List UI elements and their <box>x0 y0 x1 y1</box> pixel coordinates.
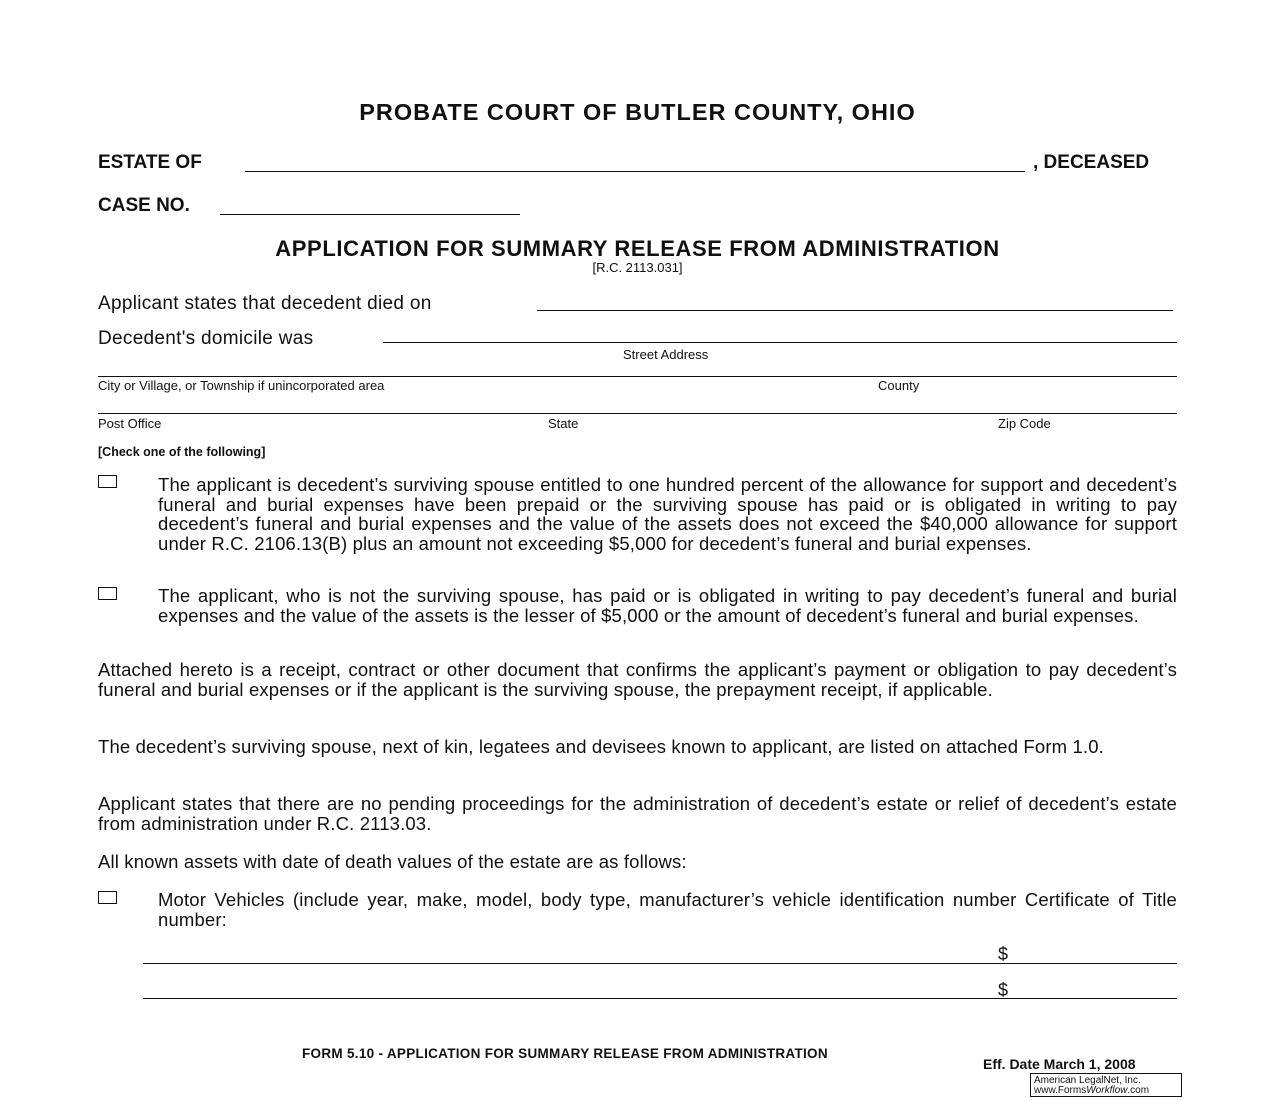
application-title: APPLICATION FOR SUMMARY RELEASE FROM ADMINISTRATION <box>275 236 1000 261</box>
street-address-field[interactable] <box>383 342 1177 343</box>
surviving-spouse-checkbox[interactable] <box>98 475 117 488</box>
state-caption: State <box>548 416 579 431</box>
street-address-caption: Street Address <box>623 347 709 362</box>
no-pending-proceedings-paragraph: Applicant states that there are no pending proceedings for the administration of decedent’s estate or relief of decedent’s estate from administration under R.C. 2113.03. <box>98 793 1177 834</box>
motor-vehicles-text: Motor Vehicles (include year, make, model, body type, manufacturer’s vehicle identification number Certificate of Title number: <box>158 889 1177 930</box>
post-office-state-zip-field[interactable] <box>98 413 1177 414</box>
date-of-death-field[interactable] <box>537 310 1173 311</box>
not-spouse-option-text: The applicant, who is not the surviving spouse, has paid or is obligated in writing to pay decedent’s funeral and burial expenses and the value of the assets is the lesser of $5,000 or the amount of decedent’s funeral and burial expenses. <box>158 585 1177 626</box>
vehicle-amount-1-dollar-sign: $ <box>998 944 1009 964</box>
city-caption: City or Village, or Township if unincorporated area <box>98 378 385 393</box>
vehicle-amount-2-dollar-sign: $ <box>998 980 1009 1000</box>
known-assets-paragraph: All known assets with date of death values of the estate are as follows: <box>98 851 687 872</box>
zip-code-caption: Zip Code <box>998 416 1051 431</box>
estate-of-label: ESTATE OF <box>98 152 202 173</box>
case-no-field[interactable] <box>220 214 520 215</box>
estate-name-field[interactable] <box>245 171 1025 172</box>
publisher-name: American LegalNet, Inc. <box>1034 1075 1141 1086</box>
motor-vehicles-checkbox[interactable] <box>98 891 117 904</box>
vehicle-entry-line-2[interactable] <box>143 998 1177 999</box>
died-on-label: Applicant states that decedent died on <box>98 293 432 314</box>
next-of-kin-paragraph: The decedent’s surviving spouse, next of kin, legatees and devisees known to applicant, are listed on attached Form 1.0. <box>98 736 1104 757</box>
check-instruction: [Check one of the following] <box>98 445 266 459</box>
statute-reference: [R.C. 2113.031] <box>592 260 683 275</box>
post-office-caption: Post Office <box>98 416 162 431</box>
city-county-field[interactable] <box>98 376 1177 377</box>
vehicle-entry-line-1[interactable] <box>143 963 1177 964</box>
court-title: PROBATE COURT OF BUTLER COUNTY, OHIO <box>359 99 916 125</box>
county-caption: County <box>878 378 920 393</box>
footer-form-title: FORM 5.10 - APPLICATION FOR SUMMARY RELEASE FROM ADMINISTRATION <box>302 1046 828 1061</box>
attached-receipt-paragraph: Attached hereto is a receipt, contract or other document that confirms the applicant’s payment or obligation to pay decedent’s funeral and burial expenses or if the applicant is the surviving spouse, the prepayment receipt, if applicable. <box>98 659 1177 700</box>
not-spouse-checkbox[interactable] <box>98 587 117 600</box>
case-no-label: CASE NO. <box>98 195 190 216</box>
deceased-label: , DECEASED <box>1033 152 1150 173</box>
domicile-label: Decedent's domicile was <box>98 328 314 349</box>
footer-effective-date: Eff. Date March 1, 2008 <box>983 1056 1136 1072</box>
publisher-website: www.FormsWorkflow.com <box>1034 1085 1150 1096</box>
publisher-stamp <box>1030 1073 1182 1097</box>
surviving-spouse-option-text: The applicant is decedent’s surviving spouse entitled to one hundred percent of the allowance for support and decedent’s funeral and burial expenses have been prepaid or the surviving spouse has paid or is obligated in writing to pay decedent’s funeral and burial expenses and the value of the assets does not exceed the $40,000 allowance for support under R.C. 2106.13(B) plus an amount not exceeding $5,000 for decedent’s funeral and burial expenses. <box>158 474 1177 554</box>
